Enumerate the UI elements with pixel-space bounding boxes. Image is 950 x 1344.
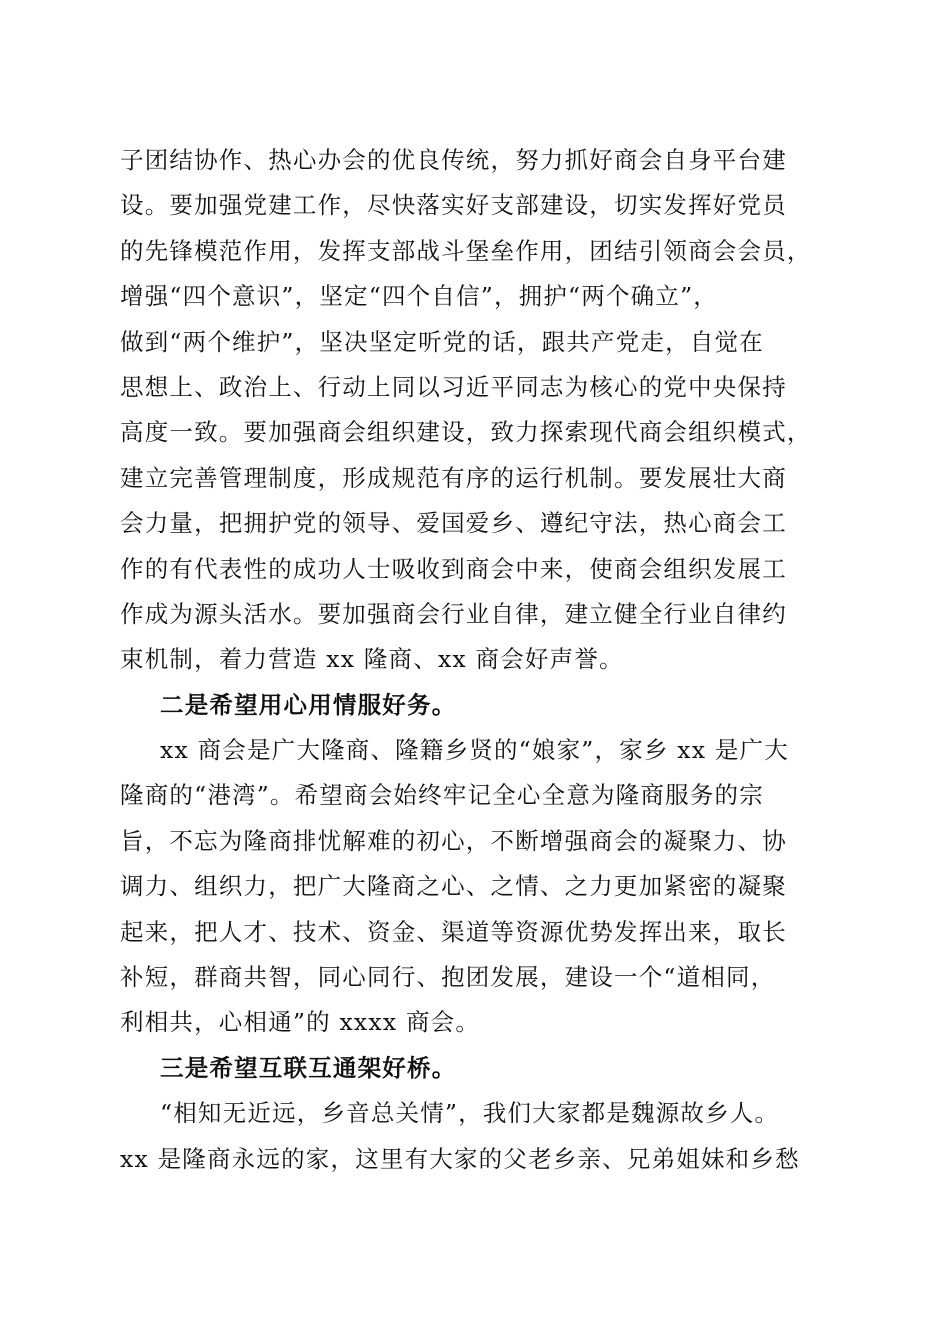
paragraph-line: “相知无近远，乡音总关情”，我们大家都是魏源故乡人。 — [160, 1099, 780, 1128]
paragraph-line: 设。要加强党建工作，尽快落实好支部建设，切实发挥好党员 — [120, 191, 787, 220]
paragraph-line: 子团结协作、热心办会的优良传统，努力抓好商会自身平台建 — [120, 146, 787, 174]
paragraph-line: 思想上、政治上、行动上同以习近平同志为核心的党中央保持 — [120, 372, 787, 401]
section-heading-2: 二是希望用心用情服好务。 — [160, 690, 457, 719]
body-text — [120, 138, 832, 1182]
paragraph-line: 调力、组织力，把广大隆商之心、之情、之力更加紧密的凝聚 — [120, 872, 787, 901]
paragraph-line: 作的有代表性的成功人士吸收到商会中来，使商会组织发展工 — [120, 554, 787, 583]
section-heading-3: 三是希望互联互通架好桥。 — [160, 1053, 457, 1082]
paragraph-line: 的先锋模范作用，发挥支部战斗堡垒作用，团结引领商会会员， — [120, 236, 812, 265]
paragraph-line: xx 商会是广大隆商、隆籍乡贤的“娘家”，家乡 xx 是广大 — [160, 736, 789, 765]
paragraph-line: 作成为源头活水。要加强商会行业自律，建立健全行业自律约 — [120, 599, 787, 628]
paragraph-line: 做到“两个维护”，坚决坚定听党的话，跟共产党走，自觉在 — [120, 327, 764, 356]
paragraph-line: 会力量，把拥护党的领导、爱国爱乡、遵纪守法，热心商会工 — [120, 509, 787, 538]
paragraph-line: 增强“四个意识”，坚定“四个自信”，拥护“两个确立”， — [120, 282, 718, 311]
paragraph-line: 建立完善管理制度，形成规范有序的运行机制。要发展壮大商 — [120, 463, 787, 492]
paragraph-line: xx 是隆商永远的家，这里有大家的父老乡亲、兄弟姐妹和乡愁 — [120, 1144, 800, 1173]
paragraph-line: 隆商的“港湾”。希望商会始终牢记全心全意为隆商服务的宗 — [120, 781, 764, 810]
paragraph-line: 补短，群商共智，同心同行、抱团发展，建设一个“道相同， — [120, 963, 776, 992]
paragraph-line: 旨，不忘为隆商排忧解难的初心，不断增强商会的凝聚力、协 — [120, 826, 787, 855]
paragraph-line: 束机制，着力营造 xx 隆商、xx 商会好声誉。 — [120, 645, 624, 674]
paragraph-line: 利相共，心相通”的 xxxx 商会。 — [120, 1008, 481, 1037]
paragraph-line: 起来，把人才、技术、资金、渠道等资源优势发挥出来，取长 — [120, 917, 787, 946]
paragraph-line: 高度一致。要加强商会组织建设，致力探索现代商会组织模式， — [120, 418, 812, 447]
